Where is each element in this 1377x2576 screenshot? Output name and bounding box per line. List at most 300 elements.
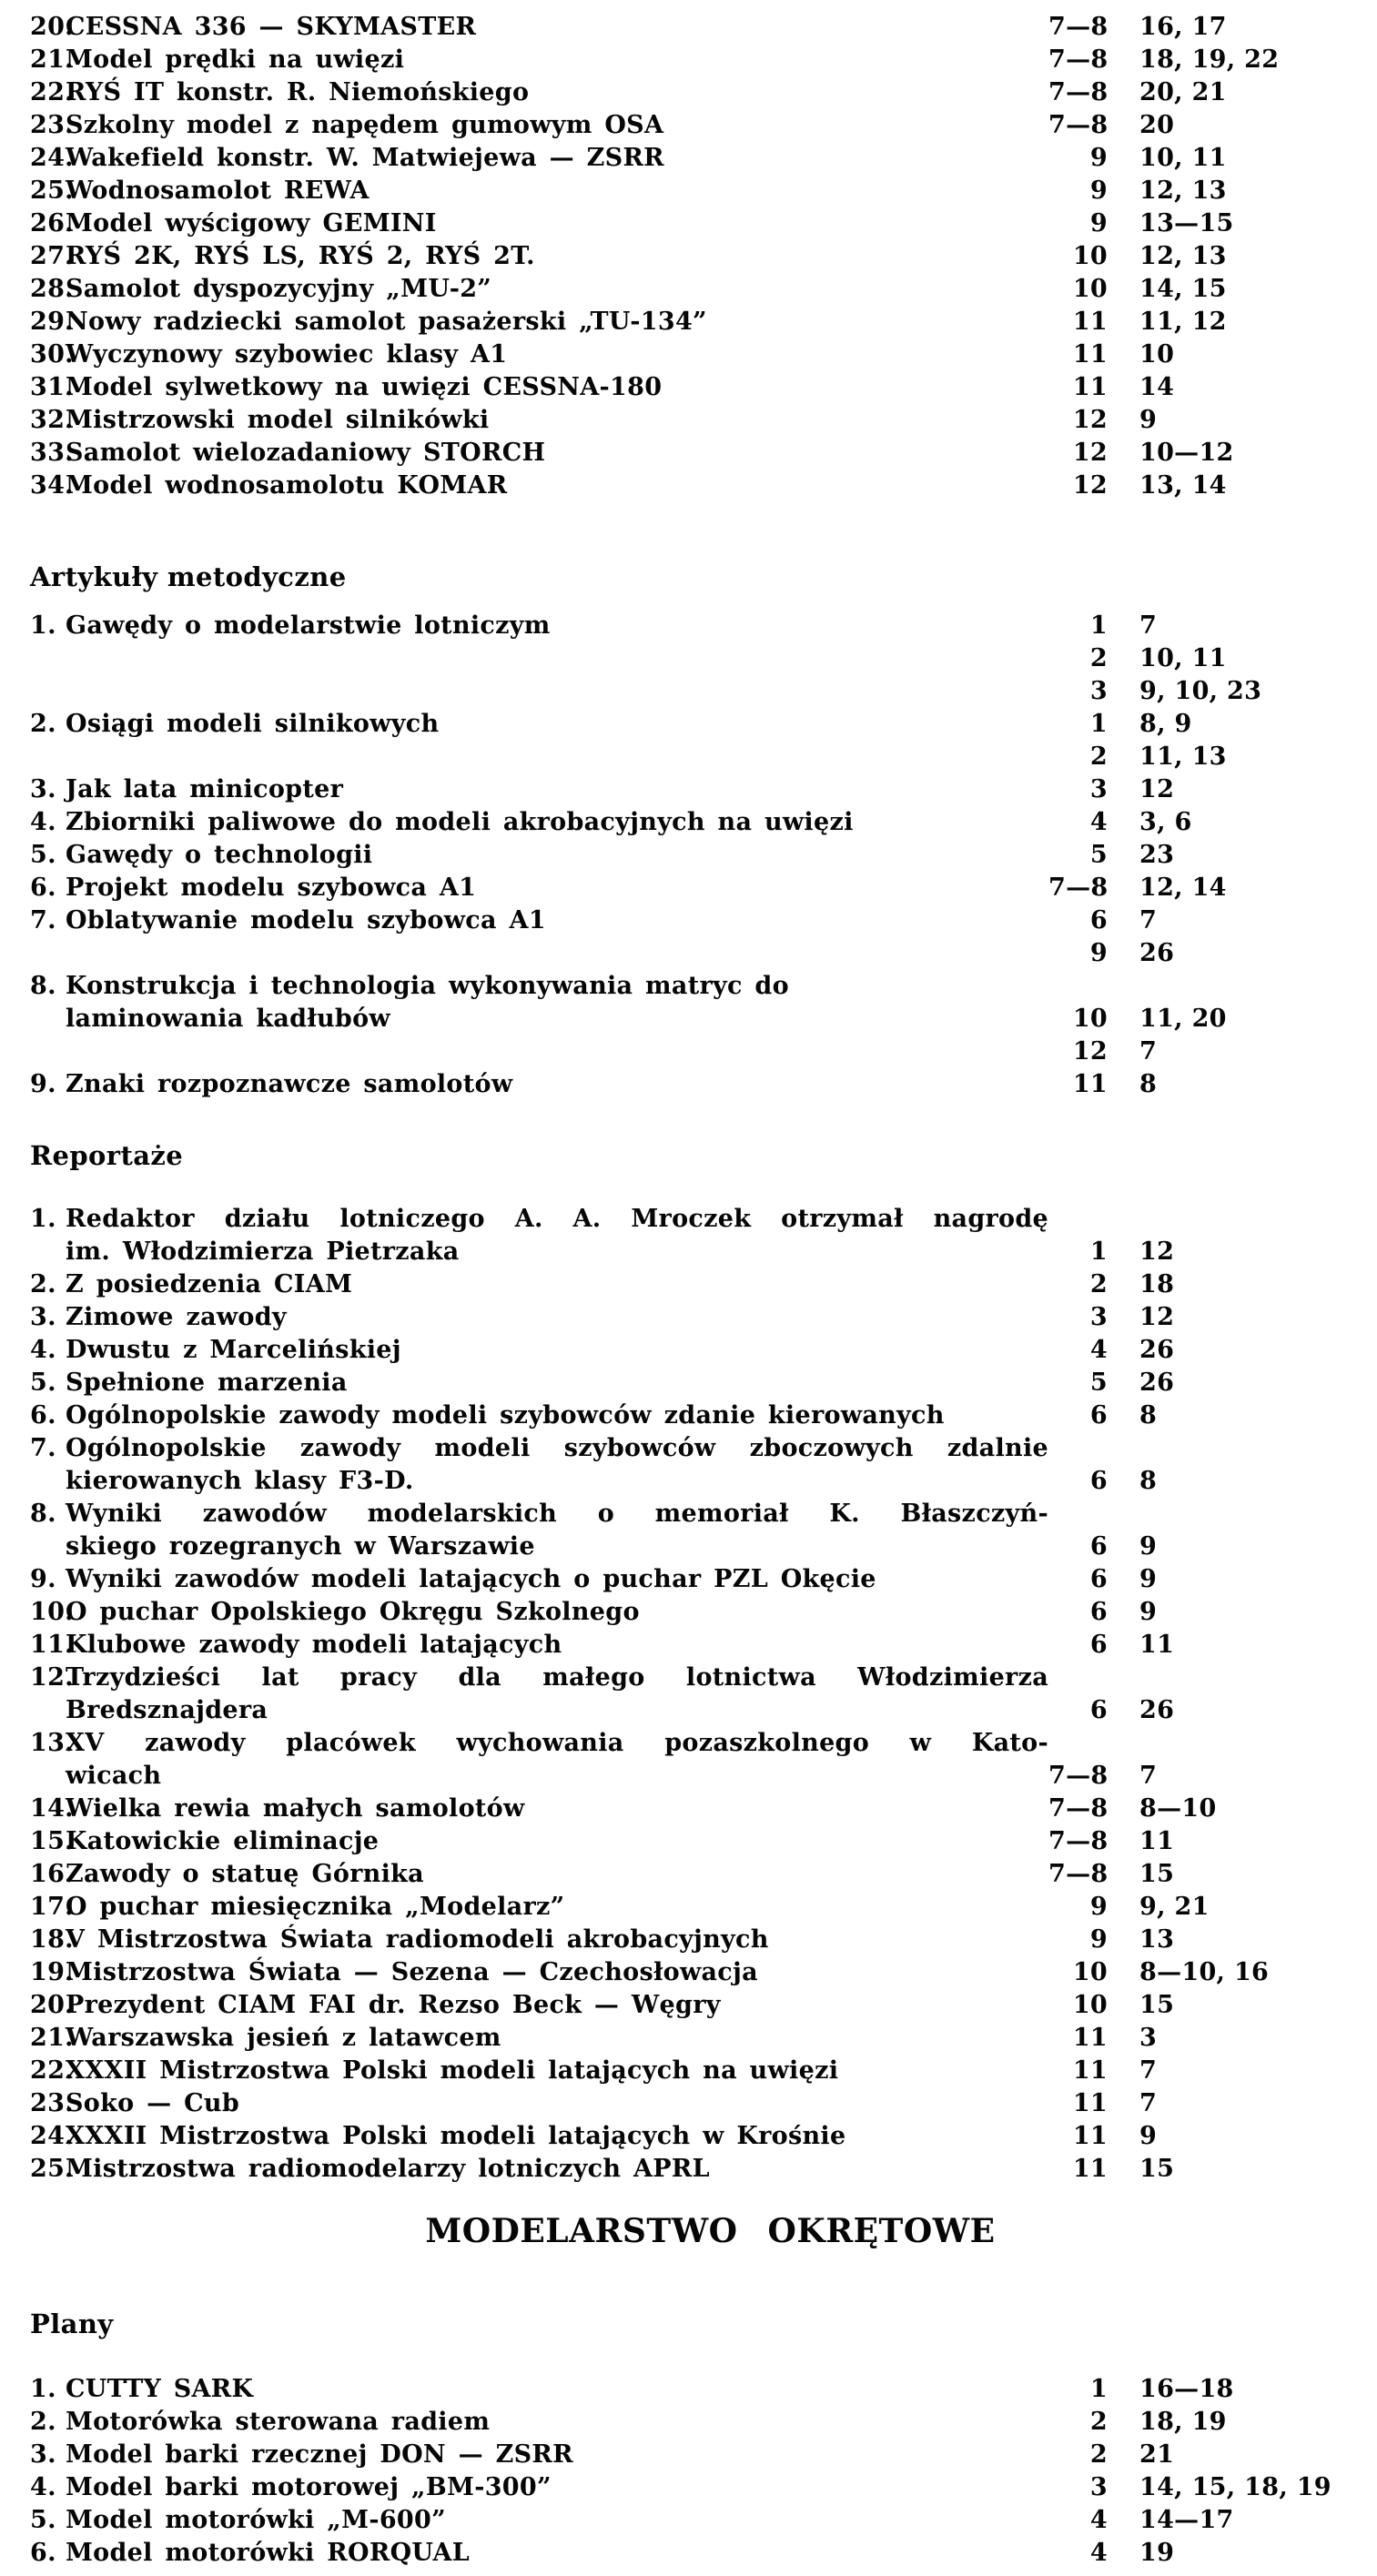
index-row xyxy=(0,839,1377,872)
item-title: Gawędy o technologii xyxy=(66,841,373,869)
issue-number: 7—8 xyxy=(1048,1860,1109,1888)
index-row xyxy=(0,1989,1377,2022)
item-title: Wodnosamolot REWA xyxy=(66,177,370,205)
issue-number xyxy=(1048,1432,1108,1465)
item-title: Wyczynowy szybowiec klasy A1 xyxy=(66,340,508,369)
item-number: 9. xyxy=(30,1565,56,1593)
index-row xyxy=(0,1035,1377,1068)
index-row xyxy=(0,142,1377,175)
index-row xyxy=(0,806,1377,839)
item-title: Mistrzowski model silnikówki xyxy=(66,406,490,434)
item-number: 23. xyxy=(30,111,74,139)
issue-number: 3 xyxy=(1089,2473,1108,2501)
issue-number: 5 xyxy=(1089,841,1108,869)
item-title: Spełnione marzenia xyxy=(66,1369,348,1397)
item-number: 13. xyxy=(30,1729,74,1757)
index-row xyxy=(0,1068,1377,1101)
page-numbers: 9 xyxy=(1139,1565,1158,1593)
item-title: Soko — Cub xyxy=(66,2089,240,2117)
issue-number: 7—8 xyxy=(1048,1794,1109,1823)
issue-number: 9 xyxy=(1089,144,1108,172)
item-number: 17. xyxy=(30,1893,74,1921)
item-title: CESSNA 336 — SKYMASTER xyxy=(66,13,477,41)
index-row xyxy=(0,240,1377,273)
item-title: Szkolny model z napędem gumowym OSA xyxy=(66,111,664,139)
page-numbers: 20 xyxy=(1139,111,1175,139)
item-number: 21. xyxy=(30,45,74,74)
index-row xyxy=(0,1367,1377,1399)
issue-number: 1 xyxy=(1089,611,1108,640)
item-number: 31. xyxy=(30,373,74,401)
aircraft-models-list-items-20-34 xyxy=(0,11,1377,502)
page-numbers: 21 xyxy=(1139,2440,1175,2469)
issue-number: 12 xyxy=(1072,439,1108,467)
page-numbers: 3, 6 xyxy=(1139,808,1192,836)
item-title xyxy=(50,741,1048,773)
page-numbers: 12 xyxy=(1139,775,1175,803)
item-number: 14. xyxy=(30,1794,74,1823)
issue-number: 10 xyxy=(1072,1958,1108,1986)
issue-number: 7—8 xyxy=(1048,78,1109,106)
index-row xyxy=(0,2153,1377,2186)
page-numbers xyxy=(1108,1432,1347,1465)
item-number: 1. xyxy=(30,1205,56,1233)
page-numbers: 16, 17 xyxy=(1139,13,1227,41)
item-title: Prezydent CIAM FAI dr. Rezso Beck — Węgry xyxy=(66,1991,721,2019)
page-numbers: 8—10, 16 xyxy=(1139,1958,1270,1986)
issue-number: 6 xyxy=(1089,1565,1108,1593)
issue-number: 5 xyxy=(1089,1369,1108,1397)
issue-number: 7—8 xyxy=(1048,1827,1109,1855)
issue-number: 4 xyxy=(1089,1336,1108,1364)
index-row xyxy=(0,437,1377,470)
plany-list xyxy=(0,2373,1377,2570)
item-title: XV zawody placówek wychowania pozaszkolnego w Kato- xyxy=(66,1729,1048,1757)
index-row xyxy=(0,773,1377,806)
page-numbers: 11 xyxy=(1139,1631,1175,1659)
item-title: Model wodnosamolotu KOMAR xyxy=(66,471,508,500)
issue-number: 9 xyxy=(1089,1893,1108,1921)
issue-number: 12 xyxy=(1072,1037,1108,1066)
item-title: Wyniki zawodów modelarskich o memoriał K. Błaszczyń- xyxy=(66,1500,1048,1528)
index-row xyxy=(0,2471,1377,2504)
item-title: Katowickie eliminacje xyxy=(66,1827,380,1855)
item-number xyxy=(0,1035,50,1068)
page-numbers: 19 xyxy=(1139,2539,1175,2567)
issue-number: 11 xyxy=(1072,2024,1108,2052)
issue-number: 10 xyxy=(1072,242,1108,270)
page-numbers: 26 xyxy=(1139,1696,1175,1724)
index-row xyxy=(0,2504,1377,2537)
issue-number: 10 xyxy=(1072,275,1108,303)
heading-reportaze: Reportaże xyxy=(30,1140,184,1171)
index-row xyxy=(0,1268,1377,1301)
index-row xyxy=(0,1629,1377,1662)
issue-number: 6 xyxy=(1089,1532,1108,1561)
item-number: 20. xyxy=(30,13,74,41)
item-number xyxy=(0,1236,50,1268)
page-numbers: 14, 15 xyxy=(1139,275,1227,303)
issue-number: 4 xyxy=(1089,808,1108,836)
index-row xyxy=(0,1825,1377,1858)
item-title: Ogólnopolskie zawody modeli szybowców zboczowych zdalnie xyxy=(66,1434,1048,1462)
index-row xyxy=(0,675,1377,708)
item-number xyxy=(0,937,50,970)
item-title: O puchar miesięcznika „Modelarz” xyxy=(66,1893,565,1921)
issue-number: 2 xyxy=(1089,644,1108,672)
item-title: Zawody o statuę Górnika xyxy=(66,1860,424,1888)
item-title: Model barki rzecznej DON — ZSRR xyxy=(66,2440,573,2469)
issue-number: 6 xyxy=(1089,1401,1108,1429)
issue-number: 9 xyxy=(1089,1925,1108,1954)
item-number xyxy=(0,675,50,708)
index-row xyxy=(0,2022,1377,2055)
page-numbers: 8 xyxy=(1139,1401,1158,1429)
item-title: RYŚ 2K, RYŚ LS, RYŚ 2, RYŚ 2T. xyxy=(66,242,535,270)
page-numbers: 15 xyxy=(1139,1991,1175,2019)
index-row xyxy=(0,1596,1377,1629)
heading-artykuly-metodyczne: Artykuły metodyczne xyxy=(30,561,347,592)
page-numbers: 12, 14 xyxy=(1139,874,1227,902)
page-numbers: 13 xyxy=(1139,1925,1175,1954)
index-row xyxy=(0,741,1377,773)
index-row xyxy=(0,175,1377,207)
item-number: 19. xyxy=(30,1958,74,1986)
index-row xyxy=(0,11,1377,44)
page-numbers: 13—15 xyxy=(1139,209,1234,237)
item-title: Z posiedzenia CIAM xyxy=(66,1270,353,1298)
page-numbers: 9 xyxy=(1139,2122,1158,2150)
page-numbers: 8 xyxy=(1139,1070,1158,1098)
item-title: CUTTY SARK xyxy=(66,2375,254,2403)
artykuly-metodyczne-list xyxy=(0,610,1377,1101)
page-numbers: 10—12 xyxy=(1139,439,1234,467)
page-numbers: 9, 21 xyxy=(1139,1893,1210,1921)
item-title: Redaktor działu lotniczego A. A. Mroczek otrzymał nagrodę xyxy=(66,1205,1048,1233)
issue-number: 6 xyxy=(1089,1598,1108,1626)
page-numbers: 26 xyxy=(1139,1369,1175,1397)
index-row xyxy=(0,273,1377,306)
index-row xyxy=(0,1563,1377,1596)
index-row xyxy=(0,872,1377,904)
item-title: Model motorówki RORQUAL xyxy=(66,2539,470,2567)
issue-number: 9 xyxy=(1089,939,1108,967)
item-title: laminowania kadłubów xyxy=(66,1005,390,1033)
page-numbers: 18, 19, 22 xyxy=(1139,45,1280,74)
item-title xyxy=(50,1035,1048,1068)
index-row xyxy=(0,1760,1377,1793)
item-number xyxy=(0,1003,50,1035)
item-number: 21. xyxy=(30,2024,74,2052)
item-title: Wakefield konstr. W. Matwiejewa — ZSRR xyxy=(66,144,664,172)
issue-number: 3 xyxy=(1089,1303,1108,1331)
index-row xyxy=(0,1727,1377,1760)
page-numbers: 8—10 xyxy=(1139,1794,1217,1823)
item-title: Ogólnopolskie zawody modeli szybowców zdanie kierowanych xyxy=(66,1401,945,1429)
page-numbers: 15 xyxy=(1139,2155,1175,2183)
index-row xyxy=(0,1891,1377,1924)
page-numbers: 20, 21 xyxy=(1139,78,1227,106)
page-numbers: 8, 9 xyxy=(1139,710,1192,738)
issue-number: 2 xyxy=(1089,1270,1108,1298)
issue-number: 1 xyxy=(1089,2375,1108,2403)
item-number: 4. xyxy=(30,2473,56,2501)
item-title: Motorówka sterowana radiem xyxy=(66,2408,491,2436)
item-title xyxy=(50,642,1048,675)
item-title: RYŚ IT konstr. R. Niemońskiego xyxy=(66,78,530,106)
item-number: 25. xyxy=(30,2155,74,2183)
item-number: 24. xyxy=(30,144,74,172)
item-title xyxy=(50,937,1048,970)
item-number xyxy=(0,1760,50,1793)
page-numbers: 26 xyxy=(1139,939,1175,967)
index-row xyxy=(0,708,1377,741)
item-number: 12. xyxy=(30,1663,74,1692)
item-title: Jak lata minicopter xyxy=(66,775,344,803)
issue-number xyxy=(1048,1727,1108,1760)
page-numbers: 11, 12 xyxy=(1139,308,1227,336)
item-title: Gawędy o modelarstwie lotniczym xyxy=(66,611,551,640)
item-number: 28. xyxy=(30,275,74,303)
page-numbers xyxy=(1108,1727,1347,1760)
item-number: 3. xyxy=(30,1303,56,1331)
index-row xyxy=(0,1530,1377,1563)
index-row xyxy=(0,1334,1377,1367)
item-number: 7. xyxy=(30,1434,56,1462)
page-numbers: 9 xyxy=(1139,1532,1158,1561)
item-title: Mistrzostwa Świata — Sezena — Czechosłowacja xyxy=(66,1958,758,1986)
item-number: 8. xyxy=(30,1500,56,1528)
page-numbers: 7 xyxy=(1139,2056,1158,2085)
issue-number: 4 xyxy=(1089,2539,1108,2567)
page-numbers: 11, 20 xyxy=(1139,1005,1227,1033)
item-number xyxy=(0,1694,50,1727)
index-row xyxy=(0,76,1377,109)
issue-number: 11 xyxy=(1072,373,1108,401)
page-numbers xyxy=(1108,1203,1347,1236)
index-row xyxy=(0,2120,1377,2153)
index-row xyxy=(0,2087,1377,2120)
page-numbers: 14, 15, 18, 19 xyxy=(1139,2473,1331,2501)
page-numbers: 26 xyxy=(1139,1336,1175,1364)
item-number: 33. xyxy=(30,439,74,467)
issue-number: 11 xyxy=(1072,2056,1108,2085)
issue-number: 11 xyxy=(1072,340,1108,369)
item-title: Bredsznajdera xyxy=(66,1696,268,1724)
page-numbers: 7 xyxy=(1139,906,1158,934)
item-number: 6. xyxy=(30,1401,56,1429)
item-number: 8. xyxy=(30,972,56,1000)
page-numbers xyxy=(1108,1662,1347,1694)
issue-number: 11 xyxy=(1072,1070,1108,1098)
item-number: 32. xyxy=(30,406,74,434)
index-row xyxy=(0,207,1377,240)
item-number: 4. xyxy=(30,808,56,836)
issue-number: 6 xyxy=(1089,906,1108,934)
item-number: 25. xyxy=(30,177,74,205)
issue-number: 10 xyxy=(1072,1991,1108,2019)
item-number: 2. xyxy=(30,710,56,738)
page-numbers: 18, 19 xyxy=(1139,2408,1227,2436)
issue-number: 11 xyxy=(1072,308,1108,336)
item-number: 11. xyxy=(30,1631,74,1659)
item-number: 18. xyxy=(30,1925,74,1954)
item-title: kierowanych klasy F3-D. xyxy=(66,1467,414,1495)
item-number: 4. xyxy=(30,1336,56,1364)
item-title: Projekt modelu szybowca A1 xyxy=(66,874,477,902)
index-row xyxy=(0,371,1377,404)
issue-number: 2 xyxy=(1089,2408,1108,2436)
item-title: Samolot wielozadaniowy STORCH xyxy=(66,439,546,467)
index-row xyxy=(0,1498,1377,1530)
page-numbers: 7 xyxy=(1139,1762,1158,1790)
issue-number: 1 xyxy=(1089,1237,1108,1266)
page-numbers: 12, 13 xyxy=(1139,177,1227,205)
item-title: Konstrukcja i technologia wykonywania matryc do xyxy=(66,972,789,1000)
issue-number: 12 xyxy=(1072,471,1108,500)
item-title: V Mistrzostwa Świata radiomodeli akrobacyjnych xyxy=(66,1925,769,1954)
item-number xyxy=(0,1465,50,1498)
issue-number: 6 xyxy=(1089,1467,1108,1495)
index-row xyxy=(0,1432,1377,1465)
item-number: 26. xyxy=(30,209,74,237)
item-title: skiego rozegranych w Warszawie xyxy=(66,1532,535,1561)
item-number: 6. xyxy=(30,874,56,902)
item-number xyxy=(0,1530,50,1563)
index-row xyxy=(0,1399,1377,1432)
page-numbers: 14—17 xyxy=(1139,2506,1234,2534)
item-title: Wielka rewia małych samolotów xyxy=(66,1794,525,1823)
index-row xyxy=(0,1236,1377,1268)
index-row xyxy=(0,1858,1377,1891)
item-title: XXXII Mistrzostwa Polski modeli latających na uwięzi xyxy=(66,2056,839,2085)
page-numbers: 10 xyxy=(1139,340,1175,369)
issue-number: 3 xyxy=(1089,677,1108,705)
heading-modelarstwo-okretowe: MODELARSTWO OKRĘTOWE xyxy=(425,2212,996,2250)
index-row xyxy=(0,642,1377,675)
page-numbers: 13, 14 xyxy=(1139,471,1227,500)
item-title: Oblatywanie modelu szybowca A1 xyxy=(66,906,546,934)
issue-number: 3 xyxy=(1089,775,1108,803)
index-row xyxy=(0,44,1377,76)
page-numbers: 11, 13 xyxy=(1139,742,1227,771)
issue-number: 7—8 xyxy=(1048,45,1109,74)
issue-number: 10 xyxy=(1072,1005,1108,1033)
index-row xyxy=(0,904,1377,937)
item-number: 1. xyxy=(30,2375,56,2403)
index-row xyxy=(0,937,1377,970)
index-row xyxy=(0,1465,1377,1498)
item-title: Trzydzieści lat pracy dla małego lotnictwa Włodzimierza xyxy=(66,1663,1048,1692)
issue-number: 11 xyxy=(1072,2155,1108,2183)
item-title: Wyniki zawodów modeli latających o puchar PZL Okęcie xyxy=(66,1565,876,1593)
issue-number: 6 xyxy=(1089,1631,1108,1659)
page-numbers: 7 xyxy=(1139,611,1158,640)
index-row xyxy=(0,610,1377,642)
index-row xyxy=(0,1662,1377,1694)
item-number: 10. xyxy=(30,1598,74,1626)
item-number: 22. xyxy=(30,78,74,106)
issue-number: 9 xyxy=(1089,209,1108,237)
page-numbers xyxy=(1108,970,1347,1003)
index-row xyxy=(0,404,1377,437)
item-number: 5. xyxy=(30,1369,56,1397)
page-numbers: 12 xyxy=(1139,1303,1175,1331)
item-title: Mistrzostwa radiomodelarzy lotniczych APRL xyxy=(66,2155,710,2183)
reportaze-list xyxy=(0,1203,1377,2186)
issue-number: 7—8 xyxy=(1048,874,1109,902)
item-title: im. Włodzimierza Pietrzaka xyxy=(66,1237,460,1266)
issue-number xyxy=(1048,1203,1108,1236)
index-row xyxy=(0,2439,1377,2471)
item-title: Zimowe zawody xyxy=(66,1303,287,1331)
index-row xyxy=(0,2055,1377,2087)
item-number: 23. xyxy=(30,2089,74,2117)
page-numbers: 11 xyxy=(1139,1827,1175,1855)
index-row xyxy=(0,306,1377,338)
index-row xyxy=(0,109,1377,142)
issue-number: 9 xyxy=(1089,177,1108,205)
item-title: Znaki rozpoznawcze samolotów xyxy=(66,1070,513,1098)
page-numbers: 23 xyxy=(1139,841,1175,869)
issue-number: 4 xyxy=(1089,2506,1108,2534)
item-number: 3. xyxy=(30,775,56,803)
index-row xyxy=(0,2406,1377,2439)
item-title: O puchar Opolskiego Okręgu Szkolnego xyxy=(66,1598,640,1626)
item-number: 20. xyxy=(30,1991,74,2019)
page-numbers: 14 xyxy=(1139,373,1175,401)
item-title: Dwustu z Marcelińskiej xyxy=(66,1336,401,1364)
page-numbers: 8 xyxy=(1139,1467,1158,1495)
item-title: wicach xyxy=(66,1762,162,1790)
page-numbers xyxy=(1108,1498,1347,1530)
item-number: 29. xyxy=(30,308,74,336)
issue-number: 11 xyxy=(1072,2089,1108,2117)
issue-number: 2 xyxy=(1089,2440,1108,2469)
item-title xyxy=(50,675,1048,708)
page-numbers: 7 xyxy=(1139,1037,1158,1066)
index-row xyxy=(0,1924,1377,1956)
issue-number xyxy=(1048,1662,1108,1694)
item-title: Model motorówki „M-600” xyxy=(66,2506,446,2534)
item-title: Model sylwetkowy na uwięzi CESSNA-180 xyxy=(66,373,663,401)
page-numbers: 7 xyxy=(1139,2089,1158,2117)
item-number: 3. xyxy=(30,2440,56,2469)
item-title: Model wyścigowy GEMINI xyxy=(66,209,437,237)
issue-number: 7—8 xyxy=(1048,13,1109,41)
item-number: 2. xyxy=(30,2408,56,2436)
item-number: 24. xyxy=(30,2122,74,2150)
item-number: 27. xyxy=(30,242,74,270)
item-number: 34. xyxy=(30,471,74,500)
item-title: Zbiorniki paliwowe do modeli akrobacyjnych na uwięzi xyxy=(66,808,854,836)
index-row xyxy=(0,470,1377,502)
item-number xyxy=(0,741,50,773)
item-number: 5. xyxy=(30,841,56,869)
item-title: Osiągi modeli silnikowych xyxy=(66,710,440,738)
page-numbers: 9 xyxy=(1139,406,1158,434)
index-row xyxy=(0,2537,1377,2570)
index-row xyxy=(0,1793,1377,1825)
index-row xyxy=(0,1003,1377,1035)
index-row xyxy=(0,2373,1377,2406)
issue-number: 6 xyxy=(1089,1696,1108,1724)
item-number: 5. xyxy=(30,2506,56,2534)
issue-number: 7—8 xyxy=(1048,111,1109,139)
page-numbers: 10, 11 xyxy=(1139,144,1227,172)
page-numbers: 3 xyxy=(1139,2024,1158,2052)
page-numbers: 16—18 xyxy=(1139,2375,1234,2403)
